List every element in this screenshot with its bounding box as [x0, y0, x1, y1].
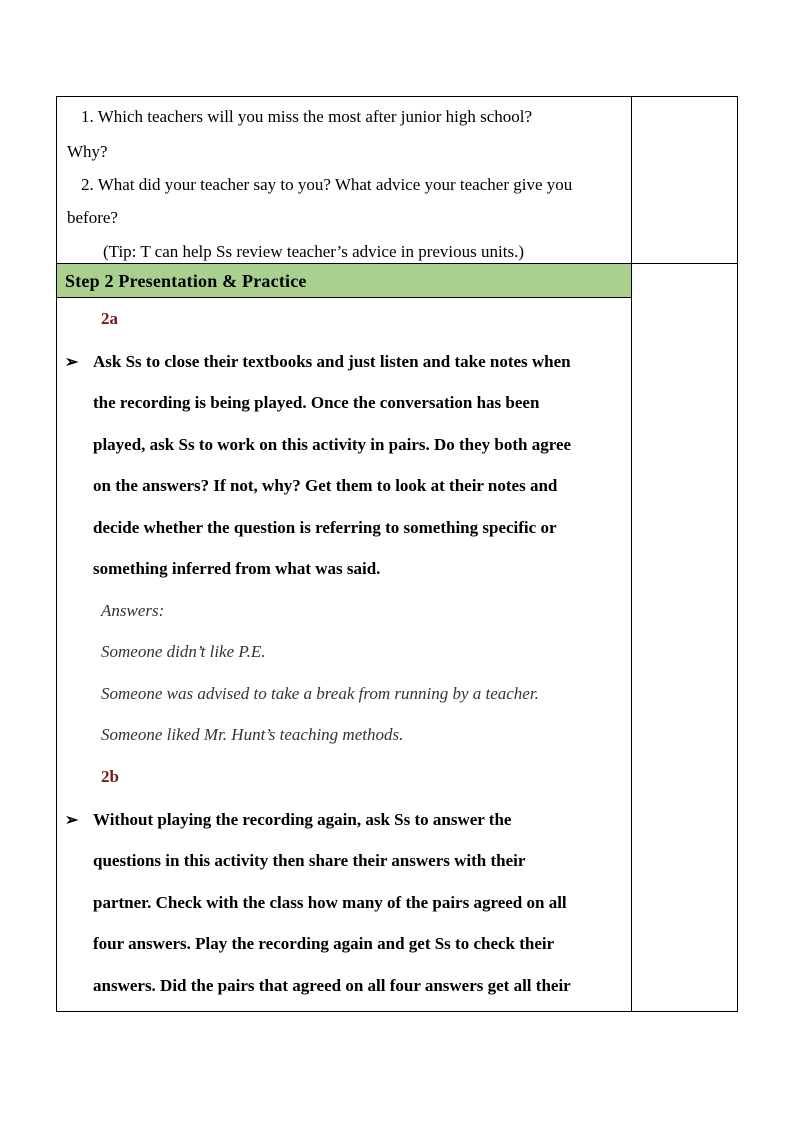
- answer-item: Someone didn’t like P.E.: [101, 642, 266, 661]
- instruction-line: something inferred from what was said.: [93, 559, 381, 578]
- column-divider: [631, 97, 632, 1011]
- step-title: Step 2 Presentation & Practice: [65, 271, 307, 291]
- instruction-line: partner. Check with the class how many of the pairs agreed on all: [93, 893, 567, 912]
- section-2a-label: 2a: [101, 309, 118, 328]
- instruction-line: played, ask Ss to work on this activity in pairs. Do they both agree: [93, 435, 572, 454]
- bullet-arrow-icon: ➢: [65, 812, 79, 829]
- question-2-line-2: before?: [67, 208, 118, 227]
- instruction-line: four answers. Play the recording again and get Ss to check their: [93, 934, 555, 953]
- instruction-line: on the answers? If not, why? Get them to look at their notes and: [93, 476, 558, 495]
- answer-item: Someone liked Mr. Hunt’s teaching methods.: [101, 725, 404, 744]
- instruction-line: Ask Ss to close their textbooks and just listen and take notes when: [93, 352, 571, 371]
- bullet-arrow-icon: ➢: [65, 354, 79, 371]
- question-1-line-1: 1. Which teachers will you miss the most after junior high school?: [81, 107, 533, 126]
- instruction-line: questions in this activity then share their answers with their: [93, 851, 526, 870]
- instruction-line: decide whether the question is referring to something specific or: [93, 518, 557, 537]
- answer-item: Someone was advised to take a break from running by a teacher.: [101, 684, 539, 703]
- step-header: [57, 264, 631, 298]
- instruction-line: Without playing the recording again, ask Ss to answer the: [93, 810, 512, 829]
- answers-label: Answers:: [101, 601, 165, 620]
- question-2-line-1: 2. What did your teacher say to you? What advice your teacher give you: [81, 175, 573, 194]
- question-1-line-2: Why?: [67, 142, 108, 161]
- instruction-line: the recording is being played. Once the conversation has been: [93, 393, 540, 412]
- section-2b-label: 2b: [101, 767, 119, 786]
- instruction-line: answers. Did the pairs that agreed on all four answers get all their: [93, 976, 571, 995]
- lesson-table: [56, 96, 738, 1012]
- tip-text: (Tip: T can help Ss review teacher’s advice in previous units.): [103, 242, 524, 261]
